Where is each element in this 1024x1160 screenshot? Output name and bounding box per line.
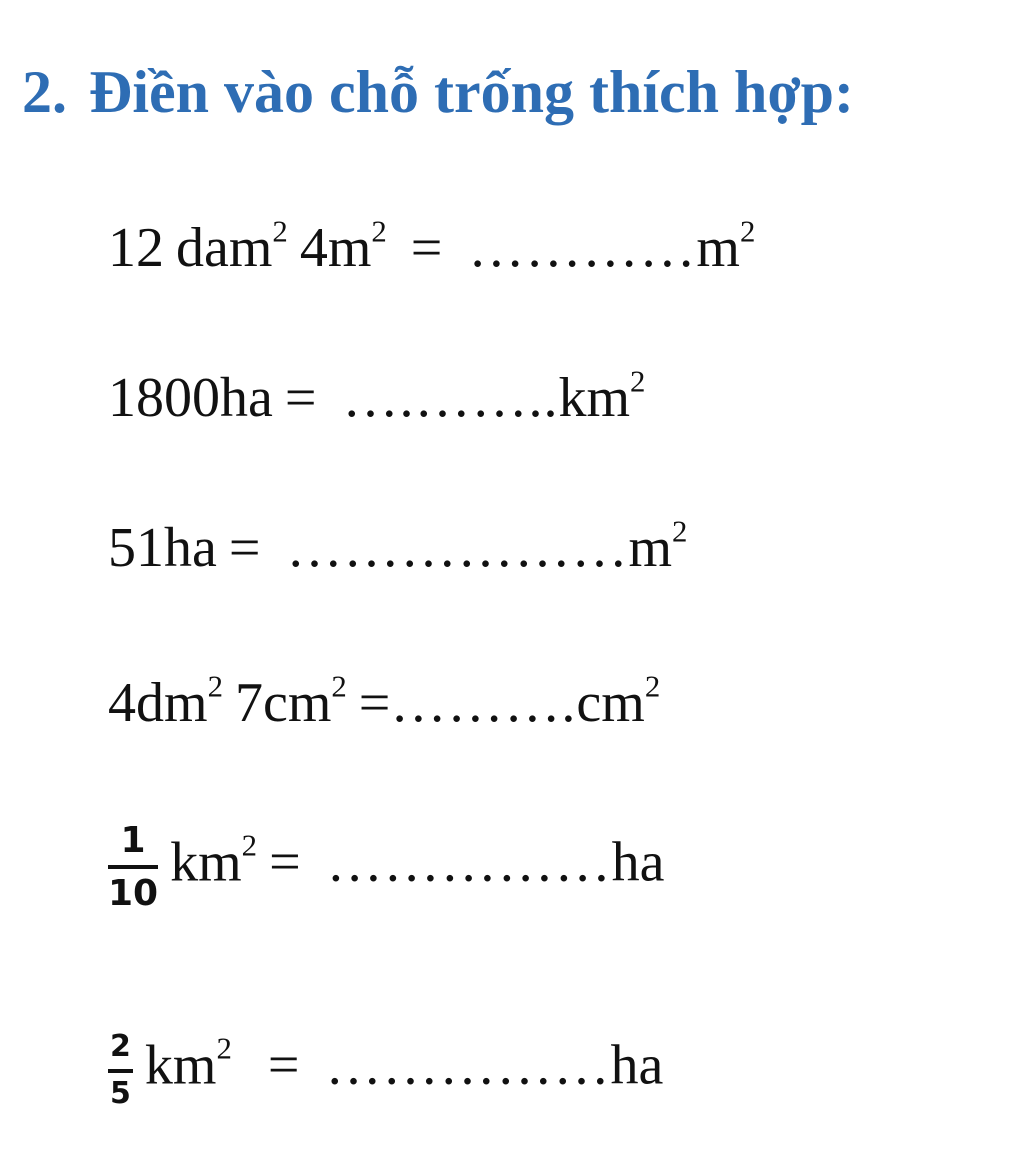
result-unit: m — [628, 517, 673, 579]
result-unit: km — [558, 367, 631, 429]
unit: km — [170, 831, 242, 894]
exponent: 2 — [241, 828, 258, 863]
exercise-instruction: Điền vào chỗ trống thích hợp: — [89, 59, 854, 125]
answer-blank[interactable]: ….…….. — [342, 367, 559, 429]
unit: ha — [164, 517, 217, 579]
equals-sign: = — [228, 517, 261, 579]
result-unit: ha — [611, 831, 665, 894]
fraction-numerator: 1 — [108, 820, 158, 869]
exponent: 2 — [207, 669, 223, 704]
exercise-number: 2. — [22, 59, 67, 125]
conversion-row-1 — [108, 214, 756, 279]
exponent: 2 — [272, 214, 288, 249]
unit: dm — [136, 672, 208, 734]
fraction-denominator: 10 — [108, 873, 159, 915]
conversion-row-6 — [108, 1030, 663, 1111]
equals-sign: = — [267, 1034, 300, 1097]
answer-blank[interactable]: …………… — [325, 1034, 611, 1097]
unit: dam — [176, 217, 273, 279]
value: 1800 — [108, 367, 220, 429]
unit: ha — [220, 367, 273, 429]
unit: km — [144, 1034, 217, 1097]
equals-sign: = — [284, 367, 317, 429]
value: 4 — [299, 217, 328, 279]
fraction-numerator: 2 — [108, 1030, 133, 1073]
exponent: 2 — [644, 669, 661, 704]
answer-blank[interactable]: …………… — [326, 831, 612, 894]
answer-blank[interactable]: ………… — [468, 217, 697, 279]
equals-sign: = — [358, 672, 391, 734]
exercise-heading — [22, 59, 854, 125]
equals-sign: = — [269, 831, 301, 894]
value: 51 — [108, 517, 164, 579]
exponent: 2 — [371, 214, 387, 249]
unit: cm — [262, 672, 332, 734]
unit: m — [327, 217, 372, 279]
exponent: 2 — [672, 514, 688, 549]
value: 7 — [234, 672, 263, 734]
fraction-denominator: 5 — [110, 1075, 131, 1111]
fraction — [108, 1030, 133, 1111]
exponent: 2 — [630, 364, 646, 399]
exponent: 2 — [331, 669, 347, 704]
answer-blank[interactable]: ……………… — [286, 517, 629, 579]
result-unit: ha — [610, 1034, 664, 1097]
fraction — [108, 820, 158, 915]
exponent: 2 — [739, 214, 756, 249]
conversion-row-5 — [108, 820, 665, 915]
equals-sign: = — [410, 217, 443, 279]
conversion-row-4 — [108, 669, 661, 734]
value: 12 — [108, 217, 164, 279]
value: 4 — [108, 672, 136, 734]
answer-blank[interactable]: ………. — [390, 672, 577, 734]
result-unit: m — [696, 217, 740, 279]
exponent: 2 — [216, 1031, 232, 1066]
conversion-row-2 — [108, 364, 646, 429]
conversion-row-3 — [108, 514, 688, 579]
result-unit: cm — [576, 672, 645, 734]
